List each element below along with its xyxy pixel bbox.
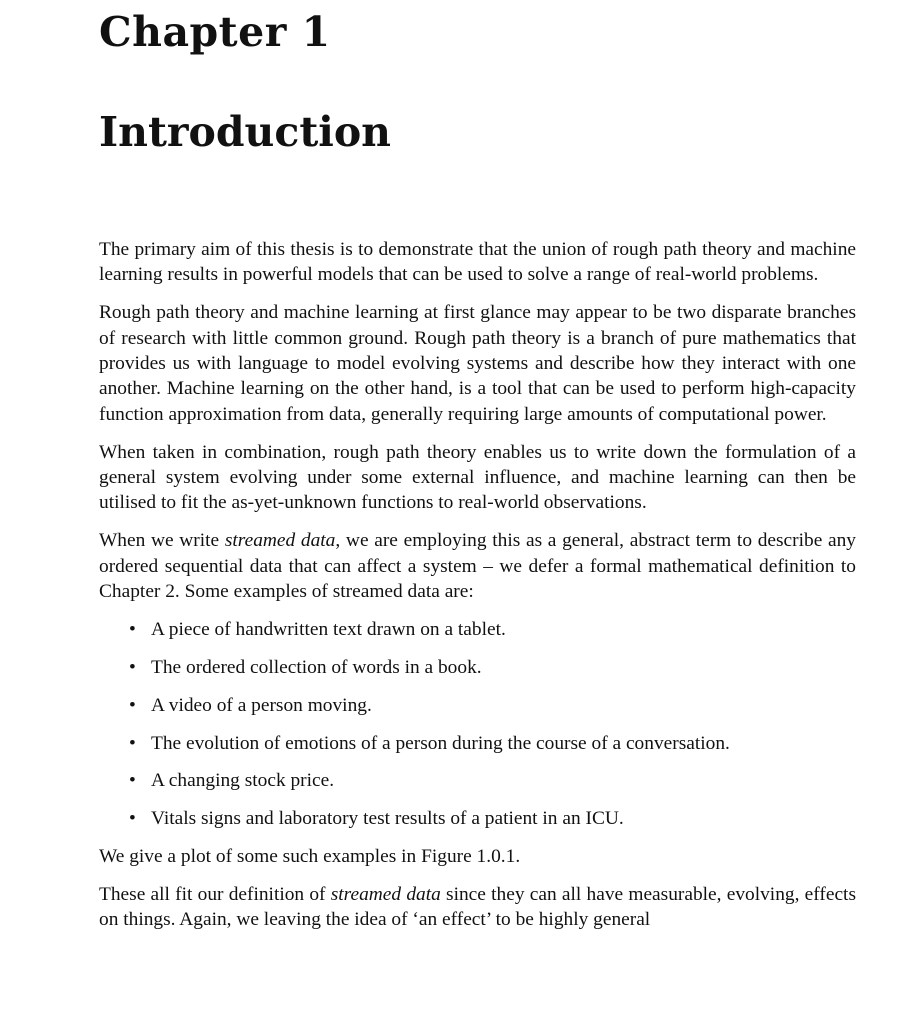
paragraph-4-text-a: When we write	[99, 530, 225, 552]
paragraph-1: The primary aim of this thesis is to demonstrate that the union of rough path theory and machine learning results in powerful models that can be used to solve a range of real-world problems.	[99, 239, 856, 286]
paragraph-4-text-b: , we are employing this as a general, abstract term to describe any ordered sequential data that can affect a system – we defer a formal mathematical definition to Chapter 2. Some examples of streamed data are:	[99, 530, 856, 603]
paragraph-3: When taken in combination, rough path theory enables us to write down the formulation of a general system evolving under some external influence, and machine learning can then be utilised to fit the as-yet-unknown functions to real-world observations.	[99, 441, 856, 514]
chapter-label: Chapter 1	[99, 8, 331, 56]
bullet-icon: •	[129, 770, 136, 792]
paragraph-6-text-b: since they can all have measurable, evolving, effects on things. Again, we leaving the idea of ‘an effect’ to be highly general	[99, 884, 856, 931]
bullet-icon: •	[129, 694, 136, 716]
bullet-icon: •	[129, 656, 136, 678]
bullet-icon: •	[129, 618, 136, 640]
list-item-text: A piece of handwritten text drawn on a tablet.	[151, 618, 506, 640]
bullet-icon: •	[129, 808, 136, 830]
list-item-text: A video of a person moving.	[151, 694, 372, 716]
list-item	[99, 768, 856, 793]
emphasis-streamed-data: streamed data	[224, 530, 336, 552]
body-text	[99, 237, 856, 945]
examples-list	[99, 617, 856, 832]
paragraph-2: Rough path theory and machine learning at first glance may appear to be two disparate branches of research with little common ground. Rough path theory is a branch of pure mathematics that provides us with language to model evolving systems and describe how they interact with one another. Machine learning on the other hand, is a tool that can be used to perform high-capacity function approximation from data, generally requiring large amounts of computational power.	[99, 302, 856, 425]
list-item	[99, 617, 856, 642]
list-item	[99, 806, 856, 831]
list-item	[99, 655, 856, 680]
paragraph-6-text-a: These all fit our definition of	[99, 884, 331, 906]
paragraph-6	[99, 882, 856, 933]
list-item-text: The ordered collection of words in a book.	[151, 656, 482, 678]
paragraph-5: We give a plot of some such examples in Figure 1.0.1.	[99, 846, 521, 868]
paragraph-4	[99, 528, 856, 604]
list-item-text: A changing stock price.	[151, 770, 335, 792]
list-item-text: Vitals signs and laboratory test results of a patient in an ICU.	[151, 808, 624, 830]
chapter-title: Introduction	[99, 108, 391, 156]
list-item	[99, 693, 856, 718]
emphasis-streamed-data: streamed data	[330, 884, 441, 906]
list-item	[99, 731, 856, 756]
bullet-icon: •	[129, 732, 136, 754]
list-item-text: The evolution of emotions of a person during the course of a conversation.	[151, 732, 730, 754]
